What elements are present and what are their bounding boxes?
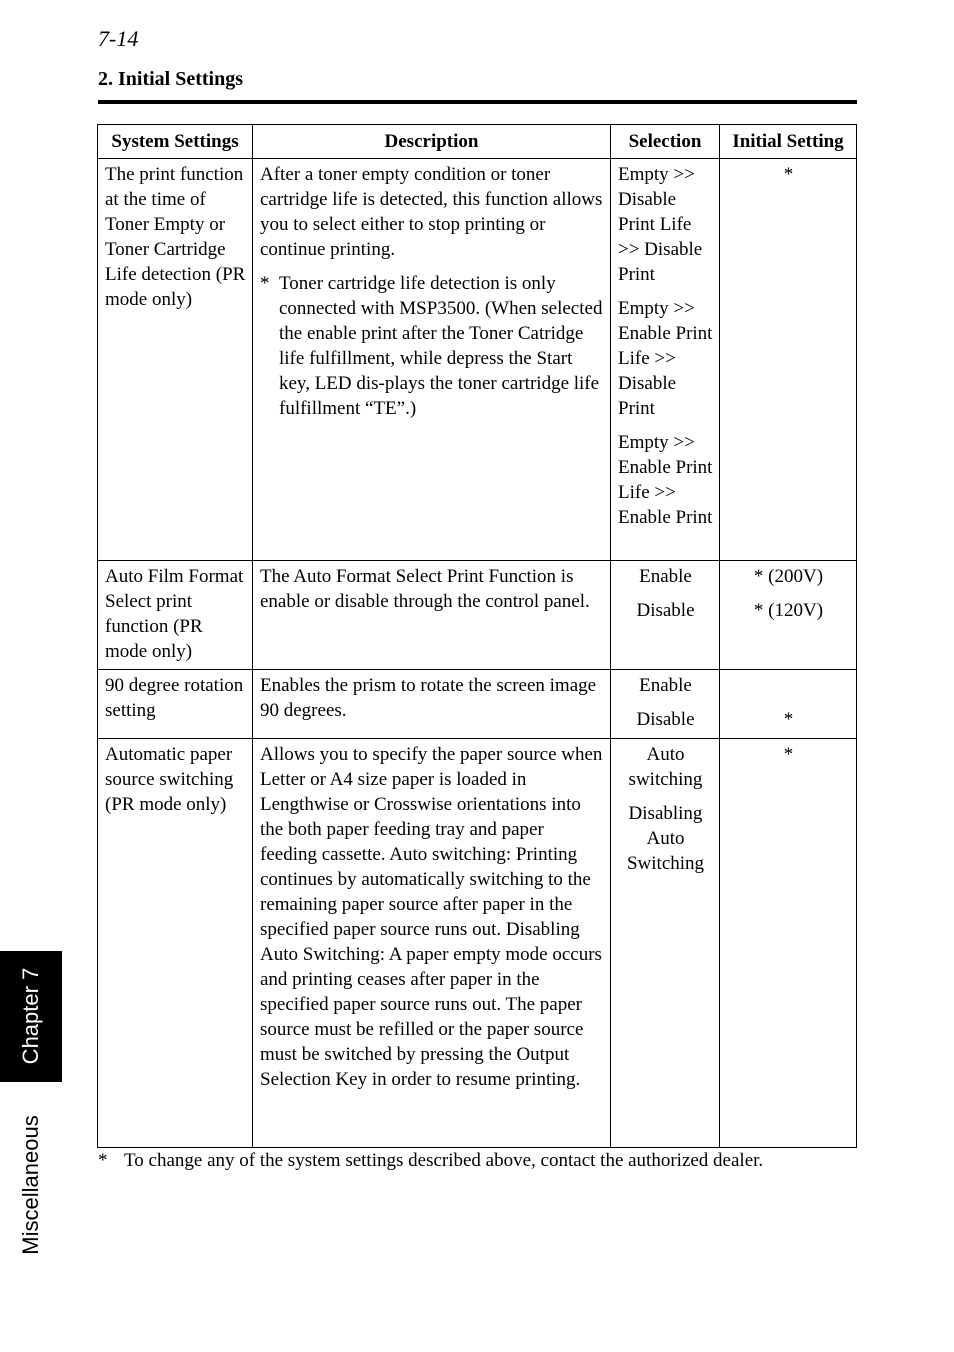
selection-option: Disabling Auto Switching [626,803,705,874]
table-header-row [98,125,857,159]
table-row [98,670,857,739]
initial-setting-value: * (120V) [753,600,824,621]
description-cell: Enables the prism to rotate the screen image 90 degrees. [253,670,611,739]
setting-cell: Automatic paper source switching (PR mode only) [98,739,253,1148]
section-title: 2. Initial Settings [98,68,244,90]
column-header: System Settings [98,125,253,159]
initial-setting-value [727,673,850,698]
chapter-tab [0,951,62,1082]
initial-setting-value: * [783,744,794,765]
column-header: Initial Setting [720,125,857,159]
selection-cell [611,159,720,561]
selection-cell [611,670,720,739]
selection-option: Empty >> Enable Print Life >> Disable Print [618,298,713,419]
footnote-text: To change any of the system settings described above, contact the authorized dealer. [124,1150,764,1171]
initial-setting-value: * (200V) [753,566,824,587]
note-text: Toner cartridge life detection is only connected with MSP3500. (When selected the enable print after the Toner Catridge life fulfillment, while depress the Start key, LED dis-plays the toner cartridge life fulfillment “TE”.) [279,273,603,419]
description-cell: Allows you to specify the paper source when Letter or A4 size paper is loaded in Lengthwise or Crosswise orientations into the both paper feeding tray and paper feeding cassette. Auto switching: Printing continues by automatically switching to the remaining paper source after paper in the specified paper source runs out. Disabling Auto Switching: A paper empty mode occurs and printing ceases after paper in the specified paper source runs out. The paper source must be refilled or the paper source must be switched by pressing the Output Selection Key in order to resume printing. [253,739,611,1148]
table-row [98,561,857,670]
selection-cell [611,561,720,670]
initial-setting-value: * [783,709,794,730]
footnote [98,1150,858,1172]
description-cell: The Auto Format Select Print Function is enable or disable through the control panel. [253,561,611,670]
column-header: Selection [611,125,720,159]
chapter-tab-label: Chapter 7 [18,967,43,1065]
settings-table [97,124,857,1148]
page-number: 7-14 [98,26,139,51]
description-note [260,271,604,421]
note-mark: * [260,273,270,294]
table-row [98,159,857,561]
selection-option: Disable [636,600,695,621]
initial-setting-cell [720,561,857,670]
initial-setting-cell [720,159,857,561]
section-side-label: Miscellaneous [18,1115,43,1255]
selection-cell [611,739,720,1148]
selection-option: Empty >> Enable Print Life >> Enable Print [618,432,713,528]
selection-option: Enable [639,566,692,587]
table-row [98,739,857,1148]
selection-option: Auto switching [628,744,703,790]
selection-option: Enable [639,675,692,696]
selection-option: Empty >> Disable Print Life >> Disable Print [618,164,703,285]
initial-setting-cell [720,739,857,1148]
setting-cell: Auto Film Format Select print function (PR mode only) [98,561,253,670]
header-rule [98,100,857,104]
setting-cell: The print function at the time of Toner Empty or Toner Cartridge Life detection (PR mode only) [98,159,253,561]
column-header: Description [253,125,611,159]
initial-setting-cell [720,670,857,739]
description-text: After a toner empty condition or toner cartridge life is detected, this function allows you to select either to stop printing or continue printing. [260,164,603,260]
footnote-mark: * [98,1150,108,1171]
initial-setting-value: * [783,164,794,185]
setting-cell: 90 degree rotation setting [98,670,253,739]
description-cell [253,159,611,561]
selection-option: Disable [636,709,695,730]
